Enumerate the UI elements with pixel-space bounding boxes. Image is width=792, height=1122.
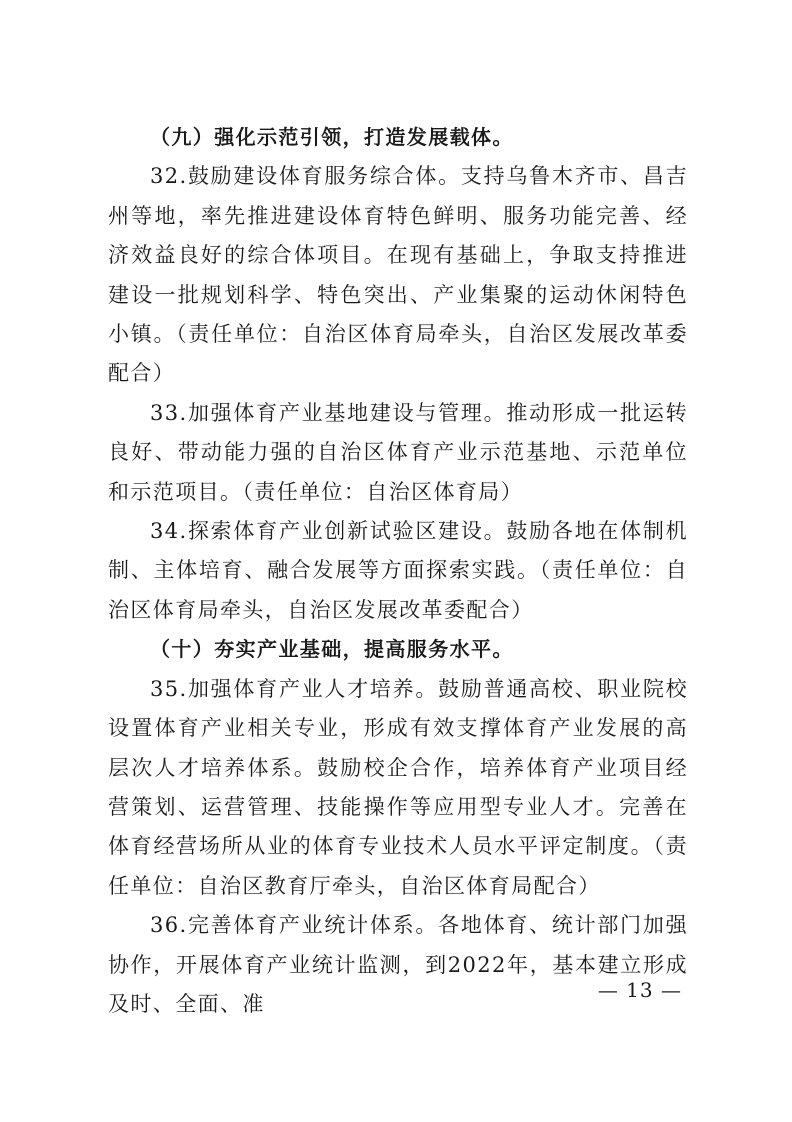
page-number-footer bbox=[0, 978, 792, 1002]
section-heading-9: （九）强化示范引领，打造发展载体。 bbox=[150, 125, 514, 149]
page-number: — 13 — bbox=[597, 978, 682, 1002]
paragraph-35: 35.加强体育产业人才培养。鼓励普通高校、职业院校设置体育产业相关专业，形成有效支撑体育产业发展的高层次人才培养体系。鼓励校企合作，培养体育产业项目经营策划、运营管理、技能操作等应用型专业人才。完善在体育经营场所从业的体育专业技术人员水平评定制度。（责任单位：自治区教育厅牵头，自治区体育局配合） bbox=[108, 676, 688, 898]
section-heading-10: （十）夯实产业基础，提高服务水平。 bbox=[150, 637, 514, 662]
paragraph-32: 32.鼓励建设体育服务综合体。支持乌鲁木齐市、昌吉州等地，率先推进建设体育特色鲜明、服务功能完善、经济效益良好的综合体项目。在现有基础上，争取支持推进建设一批规划科学、特色突出、产业集聚的运动休闲特色小镇。（责任单位：自治区体育局牵头，自治区发展改革委配合） bbox=[108, 164, 688, 386]
paragraph-34: 34.探索体育产业创新试验区建设。鼓励各地在体制机制、主体培育、融合发展等方面探索实践。（责任单位：自治区体育局牵头，自治区发展改革委配合） bbox=[108, 519, 688, 622]
document-body bbox=[108, 118, 688, 1024]
paragraph-33: 33.加强体育产业基地建设与管理。推动形成一批运转良好、带动能力强的自治区体育产业示范基地、示范单位和示范项目。（责任单位：自治区体育局） bbox=[108, 400, 688, 504]
paragraph-36: 36.完善体育产业统计体系。各地体育、统计部门加强协作，开展体育产业统计监测，到2022年，基本建立形成及时、全面、准 bbox=[108, 913, 688, 1016]
